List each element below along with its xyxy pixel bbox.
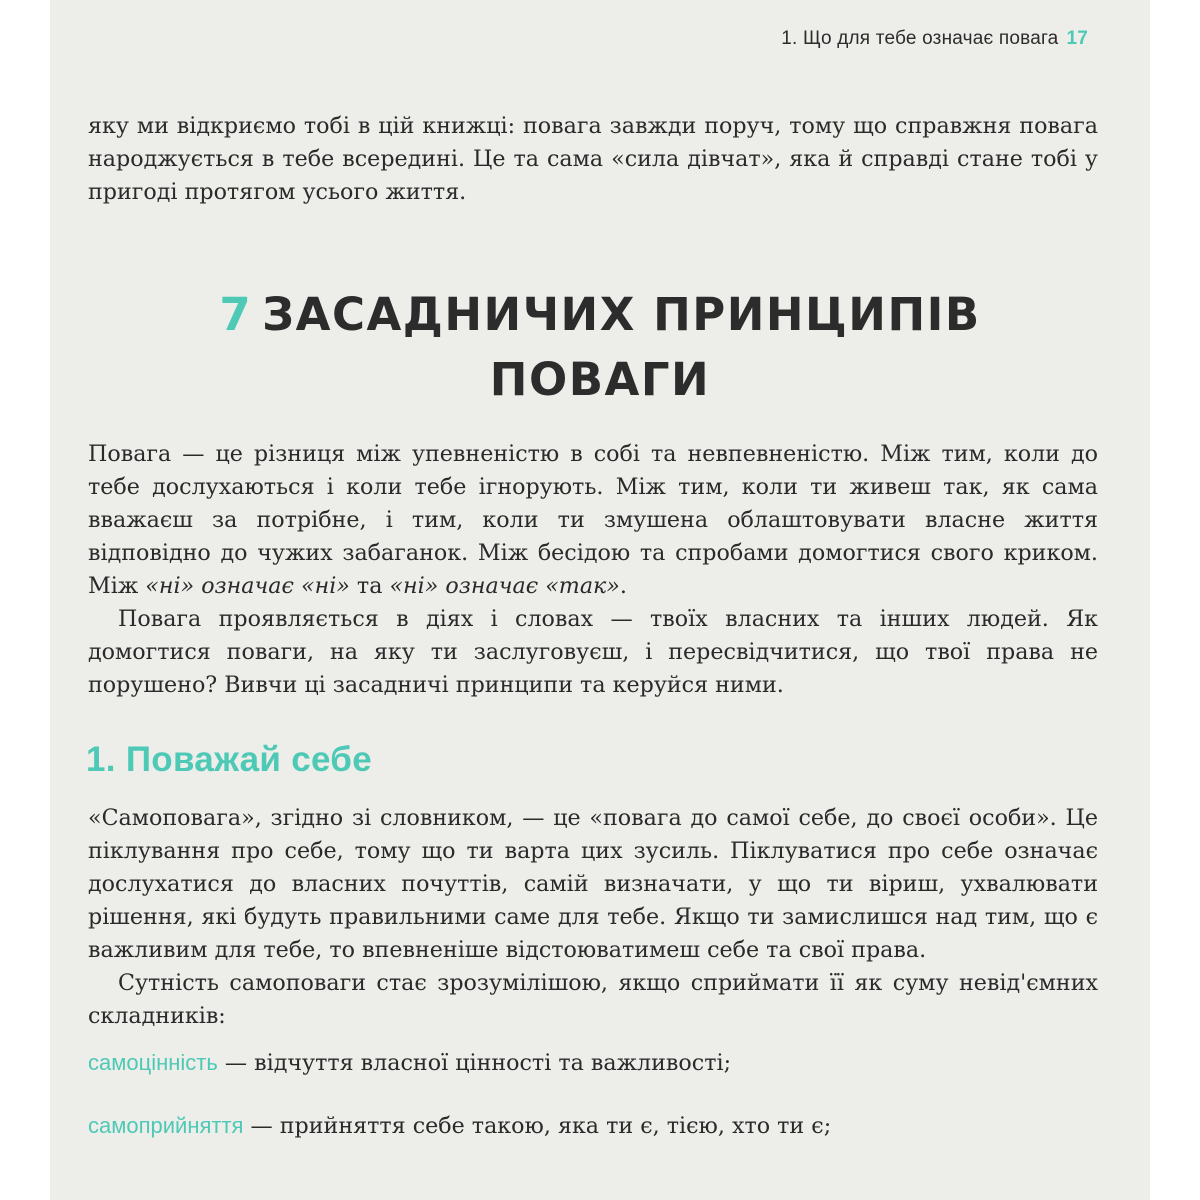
definition-text: — прийняття себе такою, яка ти є, тією, хто ти є; <box>243 1113 832 1139</box>
running-head-title: 1. Що для тебе означає повага <box>781 28 1059 49</box>
heading-line-1: ЗАСАДНИЧИХ ПРИНЦИПІВ <box>262 288 981 341</box>
definition-item <box>88 1113 831 1139</box>
emphasis-no-means-no: «ні» означає «ні» <box>145 573 350 599</box>
definition-term: самоцінність <box>88 1050 218 1075</box>
emphasis-no-means-yes: «ні» означає «так» <box>389 573 620 599</box>
paragraph-self-respect-definition: «Самоповага», згідно зі словником, — це «повага до самої себе, до своєї особи». Це піклування про себе, тому що ти варта цих зусиль. Піклуватися про себе означає дослухатися до власних почуттів, самій визначати, у що ти віриш, ухвалювати рішення, які будуть правильними саме для тебе. Якщо ти замислишся над тим, що є важливим для тебе, то впевненіше відстоюватимеш себе та свої права. <box>88 805 1098 963</box>
paragraph-respect-difference <box>88 438 1098 603</box>
chapter-heading-line-2: ПОВАГИ <box>489 353 711 406</box>
running-head <box>781 28 1088 50</box>
chapter-heading <box>50 285 1150 345</box>
paragraph-text-mid: та <box>349 573 390 599</box>
paragraph-text: Повага — це різниця між упевненістю в собі та невпевненістю. Між тим, коли до тебе дослухаються і коли тебе ігнорують. Між тим, коли ти живеш так, як сама вважаєш за потрібне, і тим, коли ти змушена облаштовувати власне життя відповідно до чужих забаганок. Між бесідою та спробами домогтися свого криком. Між <box>88 441 1098 599</box>
paragraph-self-respect-components: Сутність самоповаги стає зрозумілішою, якщо сприймати її як суму невід'ємних складників: <box>88 970 1098 1029</box>
definition-term: самоприйняття <box>88 1113 244 1138</box>
heading-number: 7 <box>219 288 253 341</box>
section-heading-respect-yourself: 1. Поважай себе <box>86 740 372 779</box>
page-number: 17 <box>1066 28 1088 49</box>
definition-item <box>88 1050 731 1076</box>
book-page <box>50 0 1150 1200</box>
paragraph-text-end: . <box>619 573 627 599</box>
paragraph-respect-actions: Повага проявляється в діях і словах — твоїх власних та інших людей. Як домогтися поваги, на яку ти заслуговуєш, і пересвідчитися, що твої права не порушено? Вивчи ці засадничі принципи та керуйся ними. <box>88 606 1098 698</box>
definition-text: — відчуття власної цінності та важливості; <box>217 1050 732 1076</box>
intro-paragraph: яку ми відкриємо тобі в цій книжці: повага завжди поруч, тому що справжня повага народжується в тебе всередині. Це та сама «сила дівчат», яка й справді стане тобі у пригоді протягом усього життя. <box>88 113 1098 205</box>
